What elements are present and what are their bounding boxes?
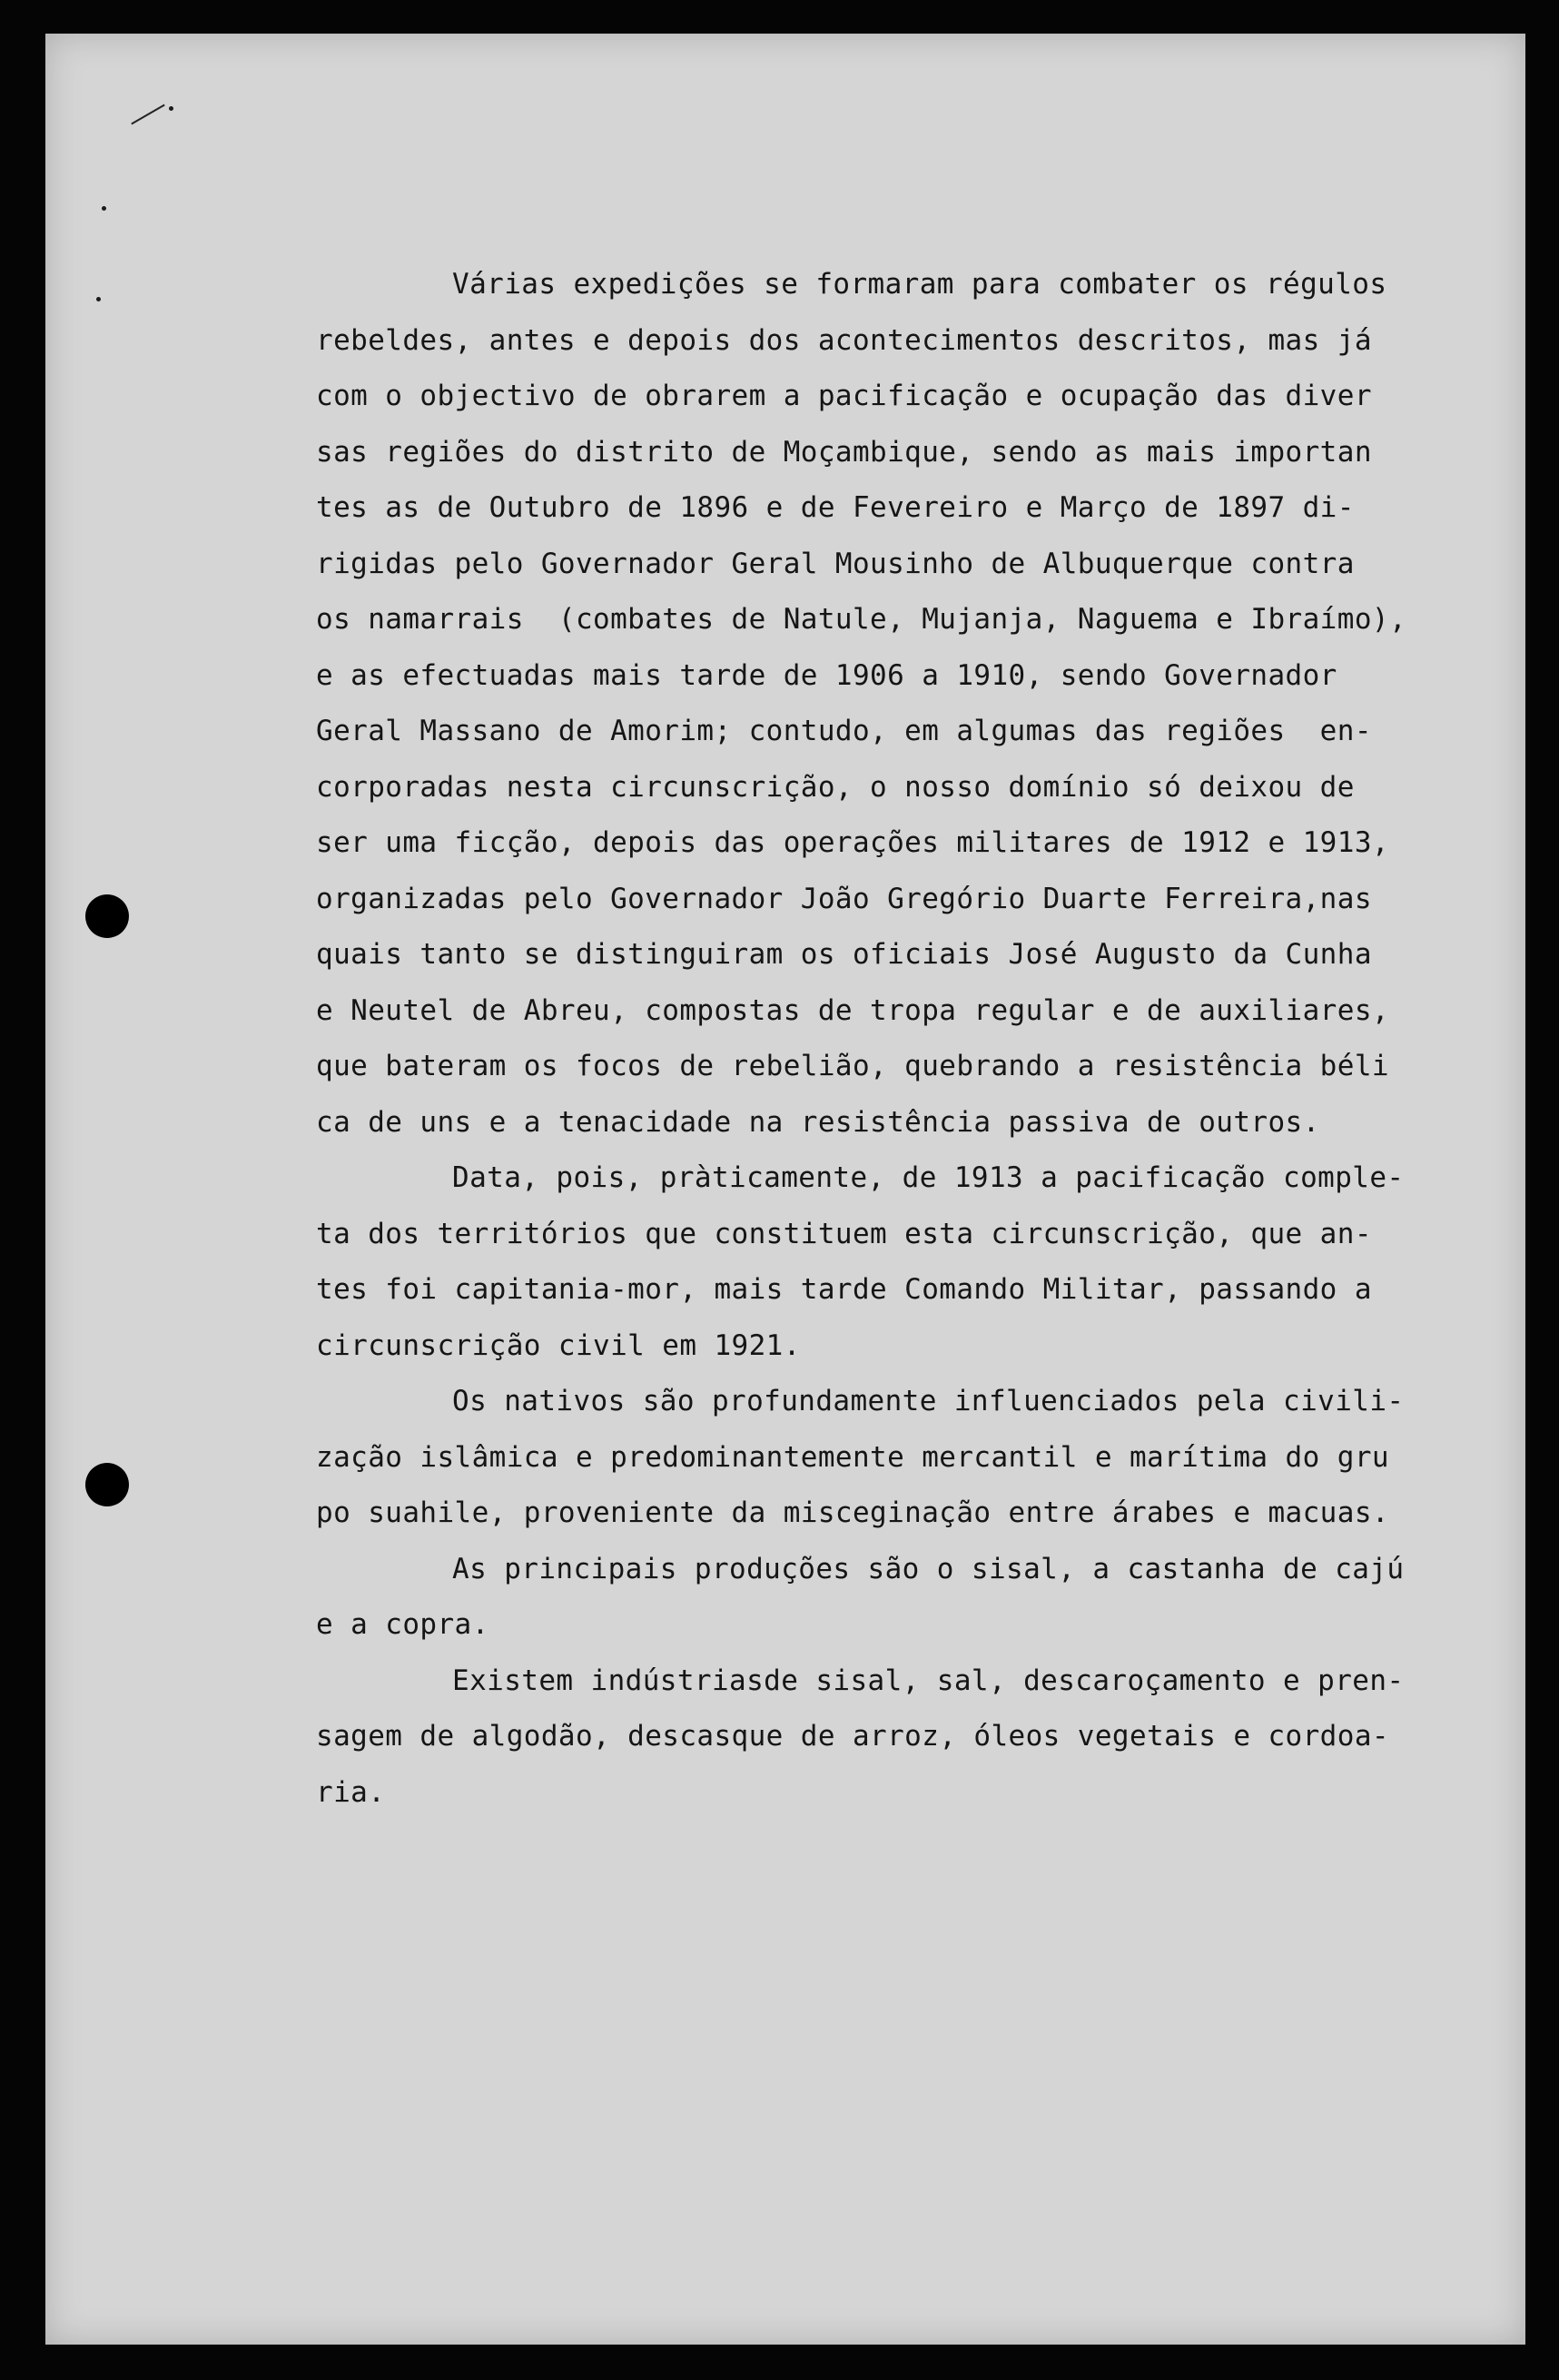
text-line: ria. [316,1775,386,1809]
text-line: organizadas pelo Governador João Gregório Duarte Ferreira,nas [316,882,1372,915]
text-line: os namarrais (combates de Natule, Mujanja, Naguema e Ibraímo), [316,603,1407,636]
text-line: sagem de algodão, descasque de arroz, óleos vegetais e cordoa- [316,1720,1389,1753]
punch-hole-upper [85,894,129,938]
text-line: Geral Massano de Amorim; contudo, em algumas das regiões en- [316,715,1372,747]
text-line: que bateram os focos de rebelião, quebrando a resistência béli [316,1050,1389,1082]
text-line: sas regiões do distrito de Moçambique, sendo as mais importan [316,435,1372,469]
text-line: rigidas pelo Governador Geral Mousinho de Albuquerque contra [316,547,1355,580]
text-line: rebeldes, antes e depois dos acontecimentos descritos, mas já [316,323,1372,357]
text-line: tes foi capitania-mor, mais tarde Comando Militar, passando a [316,1273,1372,1306]
ink-speck [102,206,106,211]
text-line: e Neutel de Abreu, compostas de tropa regular e de auxiliares, [316,993,1389,1027]
text-line: As principais produções são o sisal, a castanha de cajú [452,1552,1405,1585]
ink-speck [169,106,173,111]
text-line: ca de uns e a tenacidade na resistência passiva de outros. [316,1105,1320,1139]
text-line: com o objectivo de obrarem a pacificação e ocupação das diver [316,380,1372,412]
text-line: ta dos territórios que constituem esta circunscrição, que an- [316,1217,1372,1250]
punch-hole-lower [85,1463,129,1506]
text-line: e as efectuadas mais tarde de 1906 a 1910, sendo Governador [316,658,1337,692]
text-line: po suahile, proveniente da misceginação entre árabes e macuas. [316,1496,1389,1529]
text-line: Os nativos são profundamente influenciados pela civili- [452,1385,1405,1417]
text-line: zação islâmica e predominantemente mercantil e marítima do gru [316,1440,1389,1474]
text-line: Existem indústriasde sisal, sal, descaroçamento e pren- [452,1664,1405,1697]
text-line: tes as de Outubro de 1896 e de Fevereiro e Março de 1897 di- [316,491,1355,524]
text-line: Data, pois, pràticamente, de 1913 a pacificação comple- [452,1161,1405,1194]
text-line: quais tanto se distinguiram os oficiais José Augusto da Cunha [316,938,1372,971]
text-line: circunscrição civil em 1921. [316,1328,801,1362]
text-line: corporadas nesta circunscrição, o nosso domínio só deixou de [316,770,1355,804]
text-line: Várias expedições se formaram para combater os régulos [452,268,1387,301]
ink-speck [96,297,101,301]
body-text [316,257,1480,1821]
text-line: ser uma ficção, depois das operações militares de 1912 e 1913, [316,826,1389,859]
pencil-mark [131,104,164,125]
text-line: e a copra. [316,1608,489,1641]
